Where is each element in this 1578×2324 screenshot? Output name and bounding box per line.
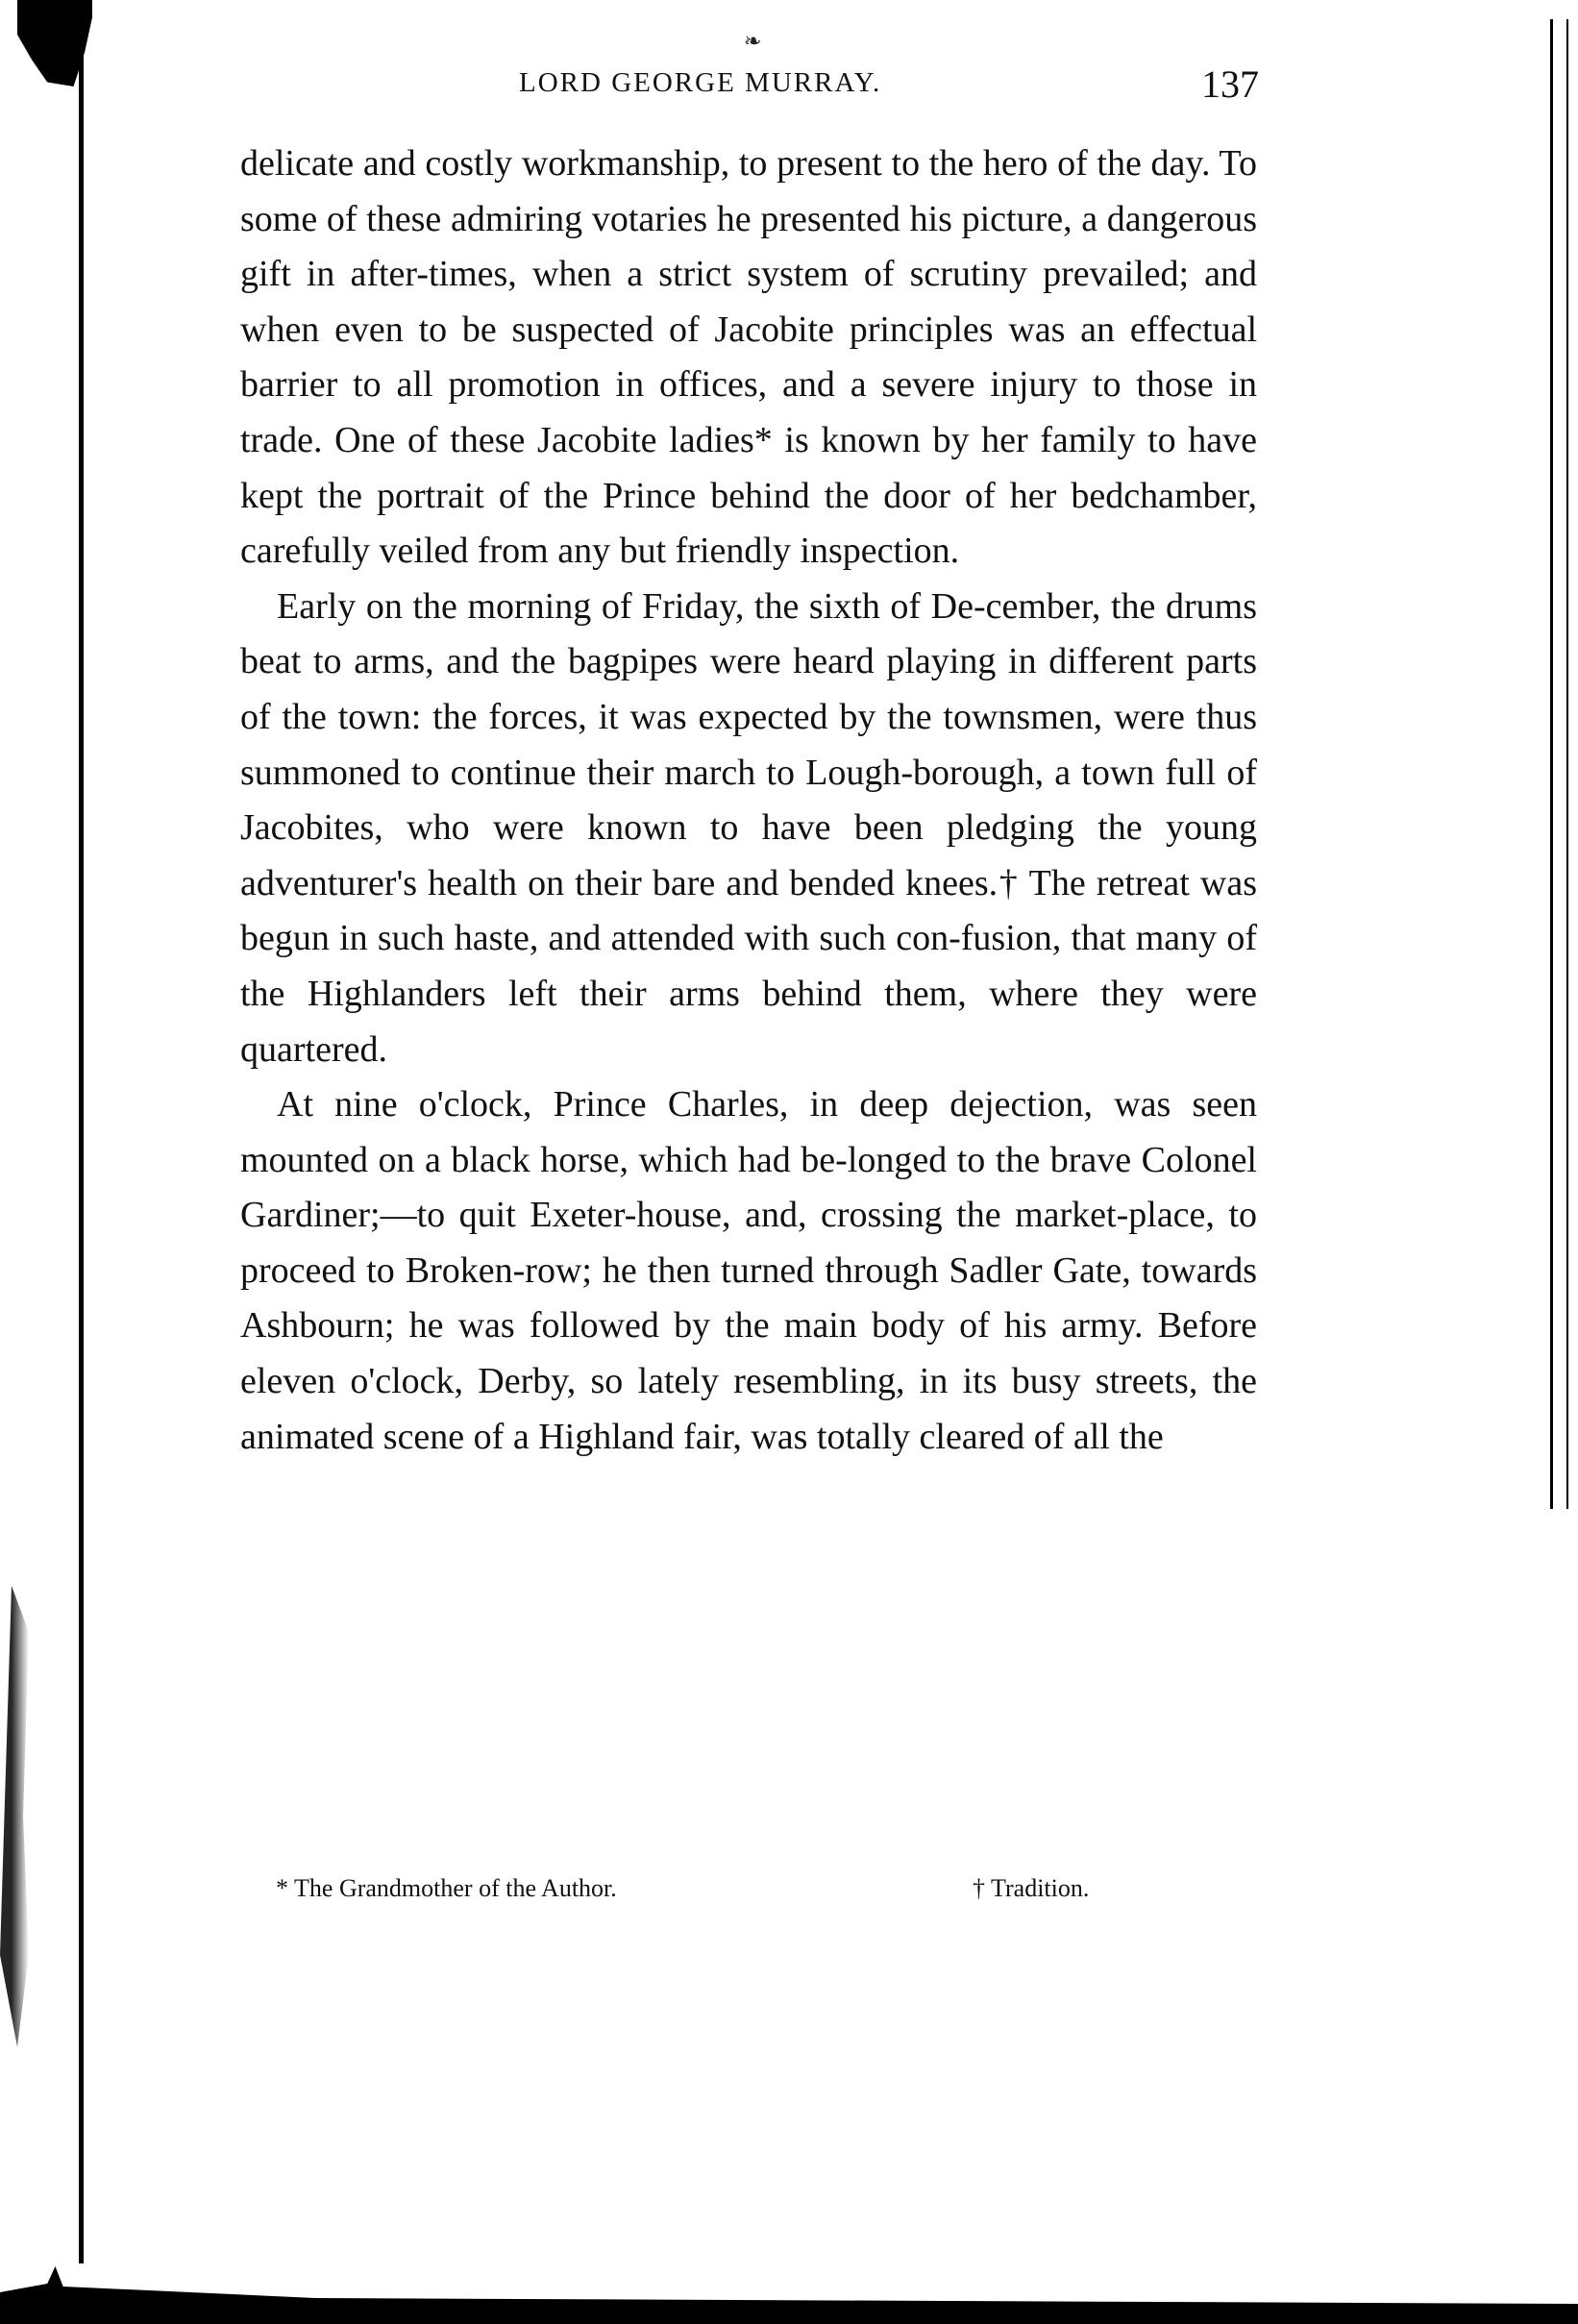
printer-ornament-icon: ❧ bbox=[744, 29, 762, 53]
footnote-asterisk: * The Grandmother of the Author. bbox=[276, 1874, 617, 1902]
page-right-edge bbox=[1550, 19, 1568, 1509]
running-header bbox=[240, 62, 1259, 115]
running-title: LORD GEORGE MURRAY. bbox=[519, 67, 882, 98]
page-number: 137 bbox=[1201, 62, 1259, 106]
page-bottom-edge bbox=[0, 2266, 1578, 2324]
paragraph-3: At nine o'clock, Prince Charles, in deep dejection, was seen mounted on a black horse, which had be-longed to the brave Colonel Gardiner;—to quit Exeter-house, and, crossing the market-place, to proceed to Broken-row; he then turned through Sadler Gate, towards Ashbourn; he was followed by the main body of his army. Before eleven o'clock, Derby, so lately resembling, in its busy streets, the animated scene of a Highland fair, was totally cleared of all the bbox=[240, 1084, 1258, 1457]
binding-edge-smudge bbox=[0, 1586, 29, 2047]
paragraph-1: delicate and costly workmanship, to present to the hero of the day. To some of these admiring votaries he presented his picture, a dangerous gift in after-times, when a strict system of scrutiny prevailed; and when even to be suspected of Jacobite principles was an effectual barrier to all promotion in offices, and a severe injury to those in trade. One of these Jacobite ladies* is known by her family to have kept the portrait of the Prince behind the door of her bedchamber, carefully veiled from any but friendly inspection. bbox=[240, 143, 1258, 572]
body-text bbox=[240, 136, 1257, 1465]
binding-edge-line bbox=[79, 0, 84, 2263]
paragraph-2: Early on the morning of Friday, the sixth of De-cember, the drums beat to arms, and the bagpipes were heard playing in different parts of the town: the forces, it was expected by the townsmen, were thus summoned to continue their march to Lough-borough, a town full of Jacobites, who were known to have been pledging the young adventurer's health on their bare and bended knees.† The retreat was begun in such haste, and attended with such con-fusion, that many of the Highlanders left their arms behind them, where they were quartered. bbox=[240, 585, 1258, 1070]
footnote-dagger: † Tradition. bbox=[973, 1874, 1090, 1902]
